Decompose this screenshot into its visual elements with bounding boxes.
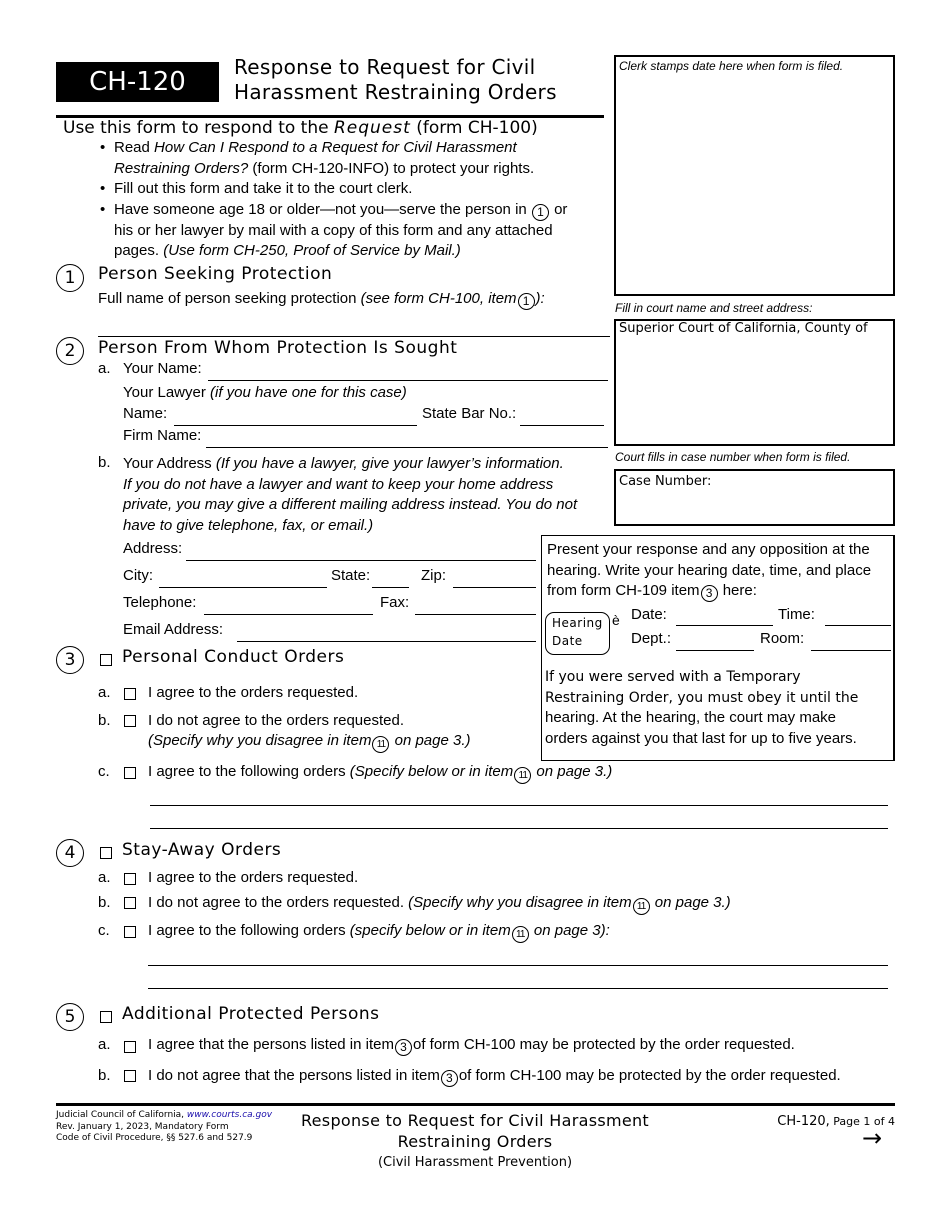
case-caption: Court fills in case number when form is filed. xyxy=(615,450,851,464)
section-3a-checkbox[interactable] xyxy=(124,688,136,700)
section-number-2: 2 xyxy=(56,337,84,365)
section-number-4: 4 xyxy=(56,839,84,867)
clerk-stamp-box xyxy=(614,55,895,296)
hearing-time-input[interactable] xyxy=(825,625,891,626)
section-4c-checkbox[interactable] xyxy=(124,926,136,938)
page-title: Response to Request for Civil Harassment Restraining Orders xyxy=(234,55,557,104)
courts-website-link[interactable]: www.courts.ca.gov xyxy=(186,1110,273,1120)
section-3b-checkbox[interactable] xyxy=(124,715,136,727)
section-number-5: 5 xyxy=(56,1003,84,1031)
email-input[interactable] xyxy=(237,641,536,642)
hearing-dept-input[interactable] xyxy=(676,650,754,651)
section-4c-line-1[interactable] xyxy=(148,965,888,966)
telephone-input[interactable] xyxy=(204,614,373,615)
lawyer-name-input[interactable] xyxy=(174,425,417,426)
footer-page-info: CH-120, Page 1 of 4 xyxy=(777,1114,895,1129)
court-name-box[interactable] xyxy=(614,319,895,446)
footer-title: Response to Request for Civil Harassment Restraining Orders (Civil Harassment Prevention) xyxy=(300,1111,650,1170)
address-input[interactable] xyxy=(186,560,536,561)
hearing-room-input[interactable] xyxy=(811,650,891,651)
section-3-title: Personal Conduct Orders xyxy=(122,647,345,667)
your-name-input[interactable] xyxy=(208,380,608,381)
section-4a-checkbox[interactable] xyxy=(124,873,136,885)
item-ref-circle: 11 xyxy=(372,736,389,753)
item-ref-circle: 11 xyxy=(633,898,650,915)
form-id: CH-120 xyxy=(89,67,186,97)
item-ref-circle: 3 xyxy=(701,585,718,602)
section-3c-checkbox[interactable] xyxy=(124,767,136,779)
item-ref-circle: 1 xyxy=(532,204,549,221)
item-ref-circle: 11 xyxy=(514,767,531,784)
bullet-1: • Read How Can I Respond to a Request for Civil Harassment Restraining Orders? (form CH-120-INFO) to protect your rights. xyxy=(100,139,535,177)
case-number-label: Case Number: xyxy=(619,474,712,489)
item-ref-circle: 3 xyxy=(441,1070,458,1087)
tro-warning: If you were served with a Temporary Restraining Order, you must obey it until the hearing. At the hearing, the court may make orders against you that last for up to five years. xyxy=(545,669,859,747)
section-2-title: Person From Whom Protection Is Sought xyxy=(98,338,458,358)
section-3c-line-2[interactable] xyxy=(150,828,888,829)
section-4-checkbox[interactable] xyxy=(100,847,112,859)
item-ref-circle: 3 xyxy=(395,1039,412,1056)
footer-rule xyxy=(56,1103,895,1106)
section-3c-line-1[interactable] xyxy=(150,805,888,806)
next-page-arrow-icon[interactable]: → xyxy=(862,1124,883,1152)
bullet-2: • Fill out this form and take it to the court clerk. xyxy=(100,180,413,197)
item-ref-circle: 1 xyxy=(518,293,535,310)
address-instructions: Your Address (If you have a lawyer, give your lawyer’s information. If you do not have a lawyer and want to keep your home address private, you may give a different mailing address instead. You do not have to give telephone, fax, or email.) xyxy=(123,455,578,534)
section-5b-checkbox[interactable] xyxy=(124,1070,136,1082)
clerk-stamp-label: Clerk stamps date here when form is filed. xyxy=(619,59,844,73)
section-number-3: 3 xyxy=(56,646,84,674)
arrow-icon: è xyxy=(612,612,620,628)
item-ref-circle: 11 xyxy=(512,926,529,943)
form-id-badge xyxy=(56,62,219,102)
court-name-text: Superior Court of California, County of xyxy=(619,321,868,336)
intro-heading: Use this form to respond to the Request (form CH-100) xyxy=(63,118,538,138)
firm-name-input[interactable] xyxy=(206,447,608,448)
court-caption: Fill in court name and street address: xyxy=(615,301,813,315)
section-4b-checkbox[interactable] xyxy=(124,897,136,909)
person-seeking-label: Full name of person seeking protection (see form CH-100, item 1 ): xyxy=(98,290,545,308)
hearing-date-input[interactable] xyxy=(676,625,773,626)
zip-input[interactable] xyxy=(453,587,536,588)
section-5-checkbox[interactable] xyxy=(100,1011,112,1023)
state-bar-input[interactable] xyxy=(520,425,604,426)
intro-bullets xyxy=(100,138,610,262)
hearing-date-badge: Hearing Date xyxy=(545,612,610,655)
footer-left: Judicial Council of California, www.courts.ca.gov Rev. January 1, 2023, Mandatory Form Code of Civil Procedure, §§ 527.6 and 527.9 xyxy=(56,1110,273,1143)
person-seeking-name-input[interactable] xyxy=(98,336,610,337)
section-1-title: Person Seeking Protection xyxy=(98,264,333,284)
case-number-box[interactable] xyxy=(614,469,895,526)
section-4c-line-2[interactable] xyxy=(148,988,888,989)
section-5a-checkbox[interactable] xyxy=(124,1041,136,1053)
city-input[interactable] xyxy=(159,587,327,588)
state-input[interactable] xyxy=(372,587,409,588)
section-5-title: Additional Protected Persons xyxy=(122,1004,380,1024)
bullet-3: • Have someone age 18 or older—not you—serve the person in 1 or his or her lawyer by mail with a copy of this form and any attached pages. (Use form CH-250, Proof of Service by Mail.) xyxy=(100,200,568,259)
section-4-title: Stay-Away Orders xyxy=(122,840,282,860)
section-3-checkbox[interactable] xyxy=(100,654,112,666)
fax-input[interactable] xyxy=(415,614,536,615)
hearing-instructions: Present your response and any opposition at the hearing. Write your hearing date, time, and place from form CH-109 item 3 here: xyxy=(547,541,872,600)
section-number-1: 1 xyxy=(56,264,84,292)
hearing-box: Present your response and any opposition at the hearing. Write your hearing date, time, and place from form CH-109 item 3 here: Hearing Date è Date: Time: Dept.: Room: If you were served with a Temporary Restraining Order, you must obey it until the hearing. At the hearing, the court may make orders against you that last for up to five years. xyxy=(541,535,895,761)
